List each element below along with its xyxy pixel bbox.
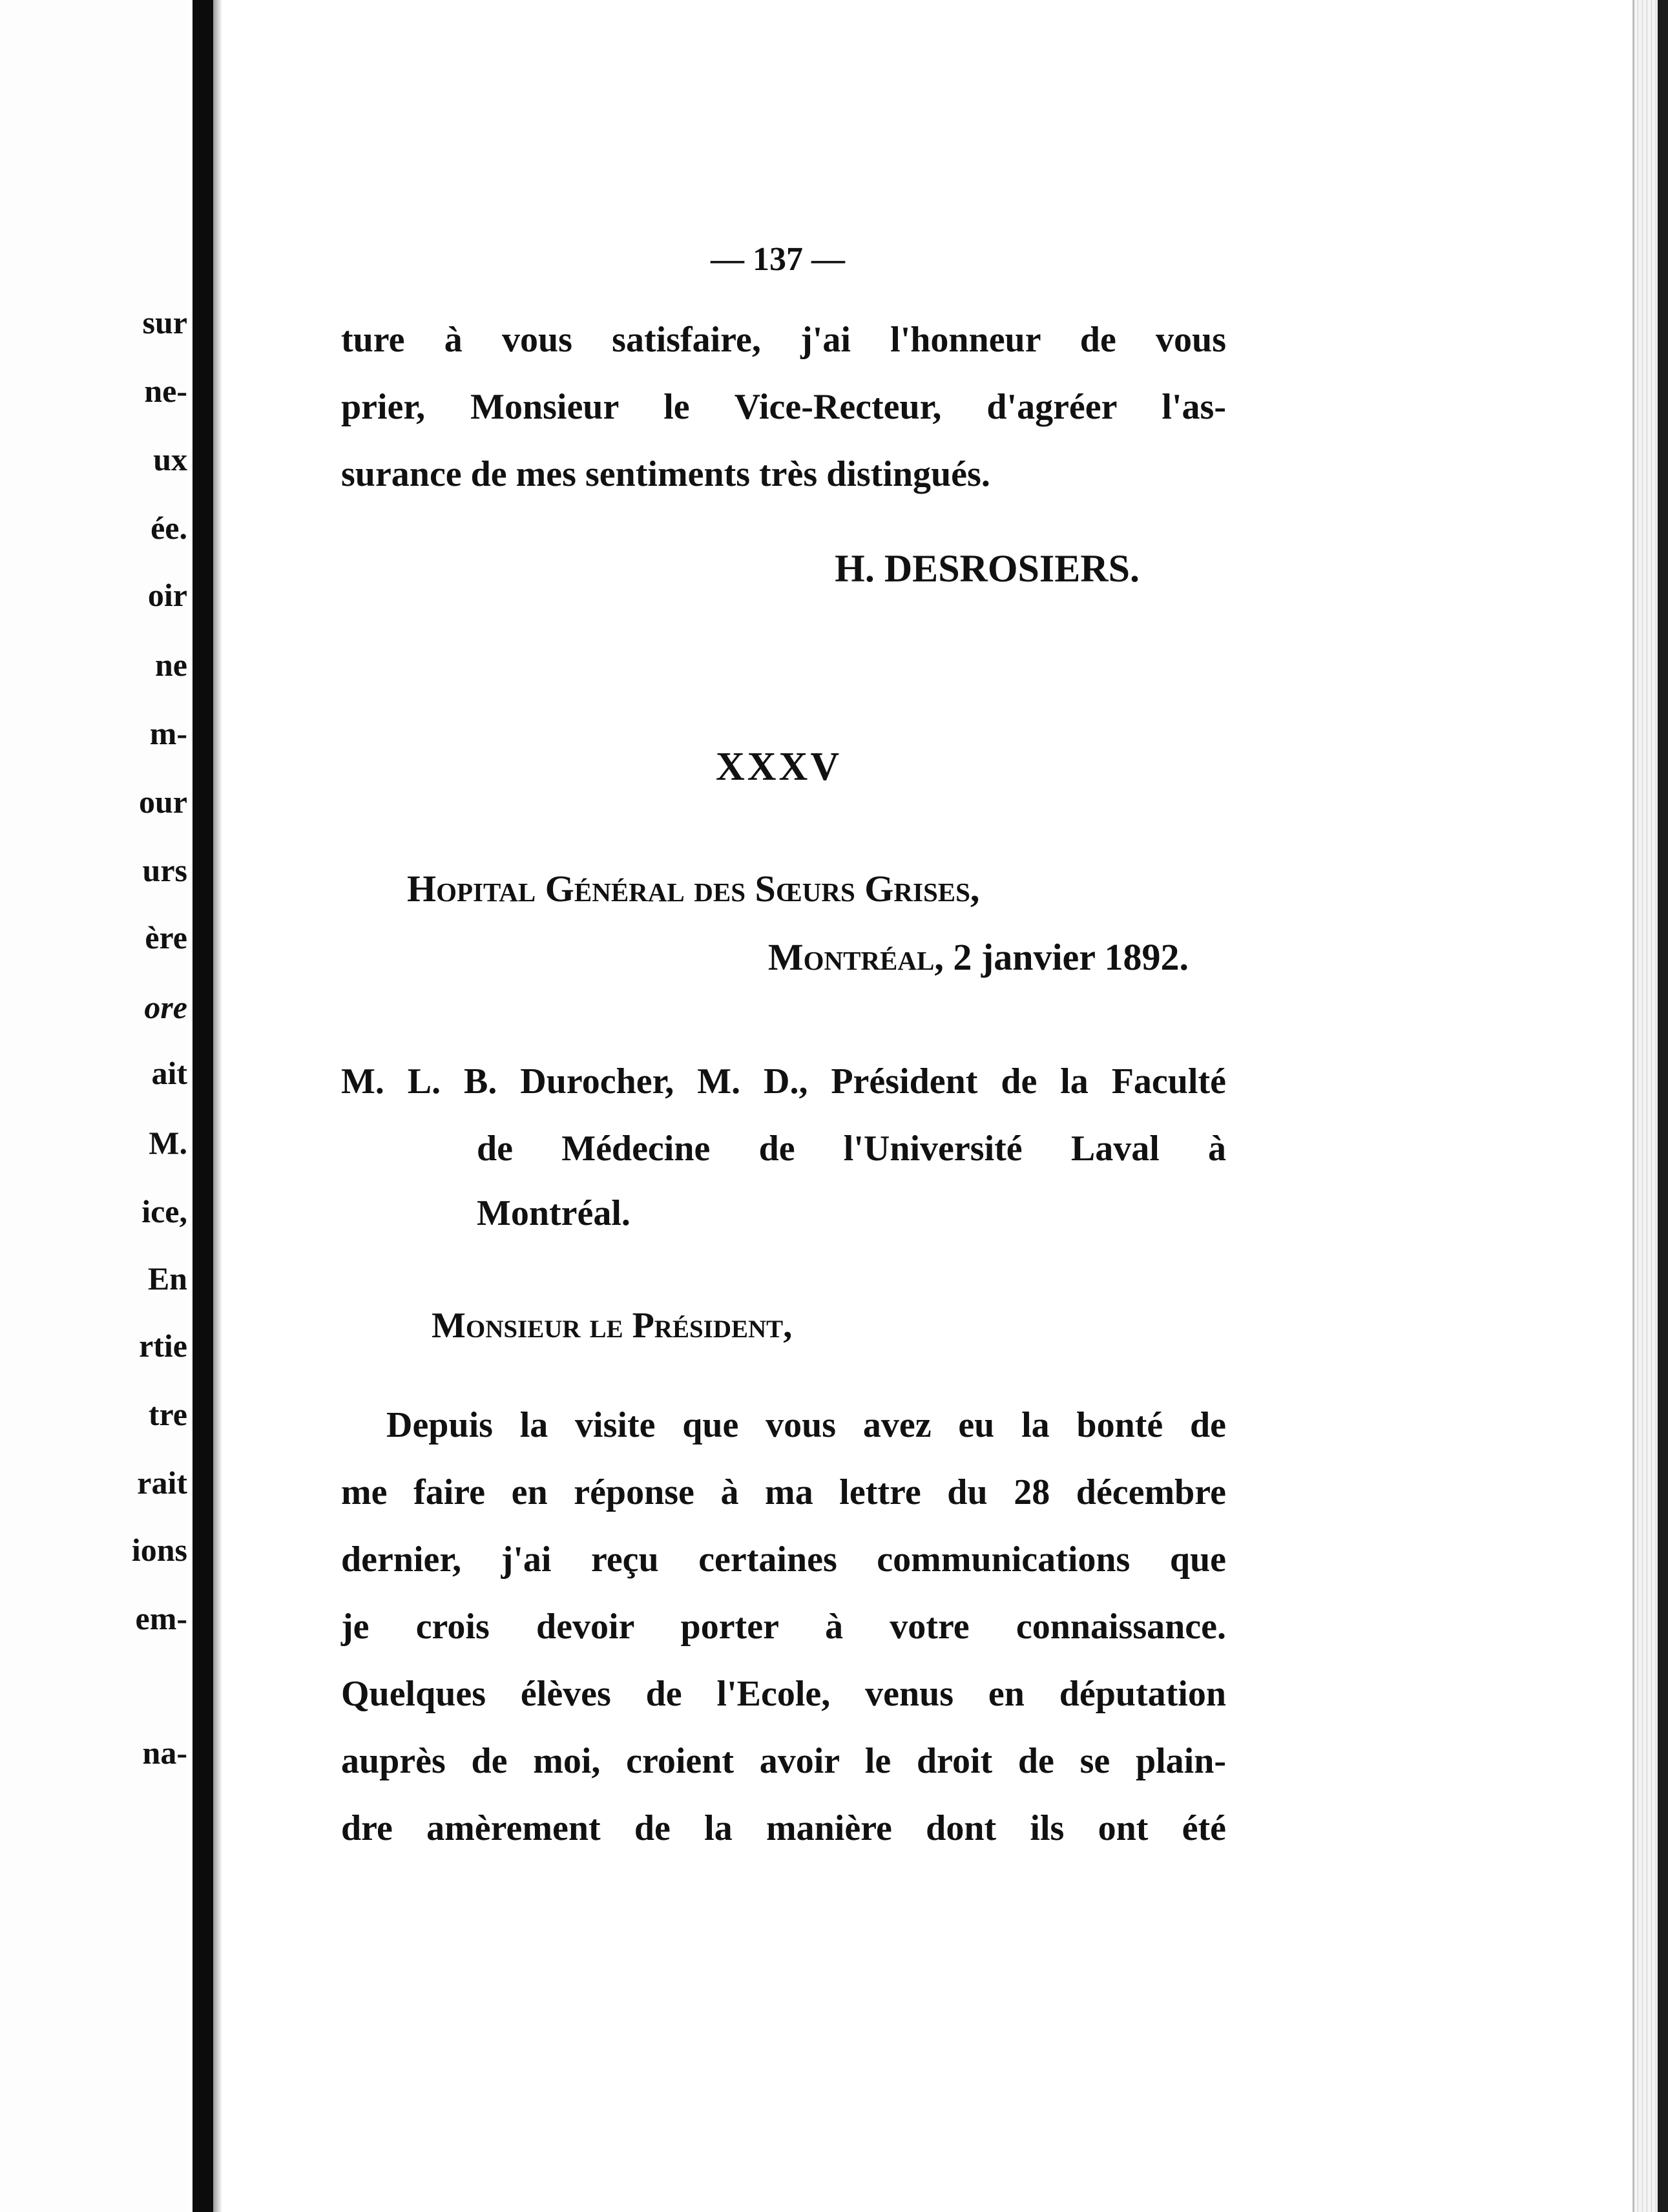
paragraph-line: auprès de moi, croient avoir le droit de se plain-: [341, 1741, 1226, 1781]
left-fragment: ux: [153, 441, 187, 477]
addressee-line: Montréal.: [477, 1193, 631, 1233]
section-number: XXXV: [716, 745, 842, 789]
addressee-line: de Médecine de l'Université Laval à: [477, 1129, 1226, 1169]
left-fragment: urs: [142, 852, 187, 888]
paragraph-line: Depuis la visite que vous avez eu la bonté de: [386, 1405, 1226, 1445]
left-fragment: em-: [135, 1600, 187, 1636]
paragraph-line: dernier, j'ai reçu certaines communications que: [341, 1539, 1226, 1580]
left-fragment: ice,: [141, 1193, 187, 1229]
left-fragment: na-: [142, 1735, 187, 1771]
left-fragment: rait: [137, 1465, 187, 1501]
left-fragment: ne-: [144, 373, 187, 409]
signature: H. DESROSIERS.: [835, 547, 1140, 590]
left-fragment: oir: [147, 577, 187, 613]
letter-header-institution: Hopital Général des Sœurs Grises,: [407, 868, 980, 910]
paragraph-line: surance de mes sentiments très distingués.: [341, 454, 990, 494]
page-number: — 137 —: [711, 241, 845, 278]
letter-place: Montréal: [767, 936, 935, 978]
letter-date: , 2 janvier 1892.: [934, 936, 1189, 978]
left-fragment: sur: [142, 304, 187, 340]
left-fragment: ère: [145, 919, 187, 955]
salutation: Monsieur le Président,: [432, 1306, 793, 1346]
gutter-shadow: [213, 0, 222, 2212]
addressee-line: M. L. B. Durocher, M. D., Président de la Faculté: [341, 1061, 1226, 1101]
left-fragment: ore: [144, 989, 187, 1025]
paragraph-line: je crois devoir porter à votre connaissance.: [341, 1607, 1226, 1647]
paragraph-line: ture à vous satisfaire, j'ai l'honneur de vous: [341, 320, 1226, 360]
left-fragment: ne: [155, 647, 187, 683]
book-gutter: [193, 0, 213, 2212]
left-fragment: En: [147, 1260, 187, 1297]
left-fragment: m-: [149, 715, 187, 751]
left-fragment: ions: [131, 1532, 187, 1568]
left-fragment: ait: [151, 1055, 187, 1091]
paragraph-line: Quelques élèves de l'Ecole, venus en députation: [341, 1674, 1226, 1714]
paragraph-line: me faire en réponse à ma lettre du 28 décembre: [341, 1472, 1226, 1512]
left-facing-page: [0, 0, 187, 2212]
paragraph-line: prier, Monsieur le Vice-Recteur, d'agréer l'as-: [341, 387, 1226, 427]
left-fragment: ée.: [151, 510, 187, 546]
page-edge-shadow: [1658, 0, 1668, 2212]
left-fragment: tre: [148, 1396, 187, 1432]
left-fragment: M.: [149, 1125, 187, 1161]
left-fragment: our: [139, 784, 187, 820]
left-fragment: rtie: [139, 1328, 187, 1364]
paragraph-line: dre amèrement de la manière dont ils ont été: [341, 1808, 1226, 1848]
letter-header-place-date: [768, 935, 1189, 979]
